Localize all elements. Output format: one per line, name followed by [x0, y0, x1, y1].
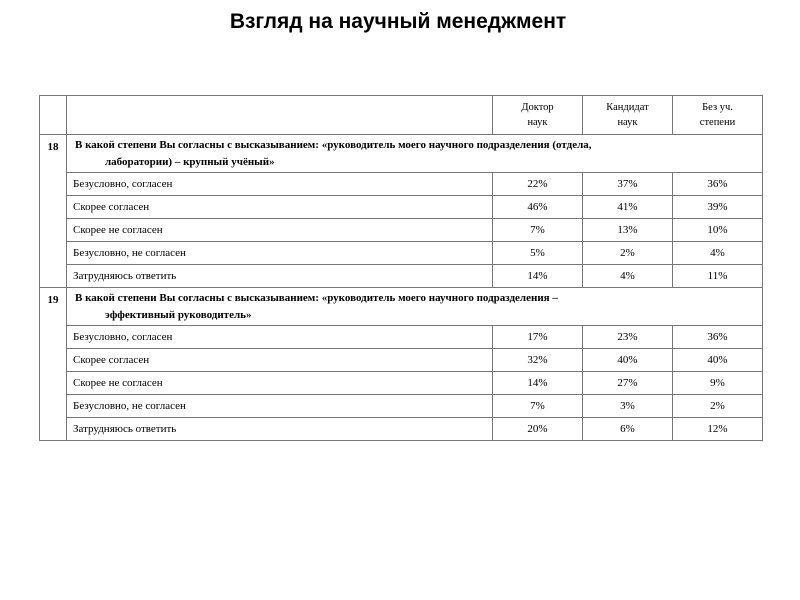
value-candidate: 27% [583, 372, 673, 395]
question-row [40, 135, 763, 173]
header-doctor-line2: наук [527, 117, 548, 128]
value-candidate: 40% [583, 349, 673, 372]
value-no-degree: 36% [673, 326, 763, 349]
table-row [40, 219, 763, 242]
answer-label: Затрудняюсь ответить [67, 265, 493, 288]
table-row [40, 395, 763, 418]
question-text-line1: В какой степени Вы согласны с высказыванием: «руководитель моего научного подразделения (отдела, [75, 139, 592, 151]
table-row [40, 349, 763, 372]
question-row [40, 288, 763, 326]
question-number: 18 [40, 135, 67, 288]
value-candidate: 37% [583, 173, 673, 196]
value-no-degree: 11% [673, 265, 763, 288]
header-candidate-line1: Кандидат [606, 102, 649, 113]
answer-label: Безусловно, не согласен [67, 395, 493, 418]
header-doctor [493, 96, 583, 135]
header-no-degree-line2: степени [699, 117, 736, 128]
value-no-degree: 36% [673, 173, 763, 196]
answer-label: Скорее не согласен [67, 372, 493, 395]
value-doctor: 32% [493, 349, 583, 372]
question-text-line1: В какой степени Вы согласны с высказыванием: «руководитель моего научного подразделения – [75, 292, 558, 304]
question-text-line2: эффективный руководитель» [105, 309, 252, 321]
survey-table [39, 95, 763, 441]
table-row [40, 326, 763, 349]
value-doctor: 7% [493, 219, 583, 242]
answer-label: Скорее согласен [67, 196, 493, 219]
table-row [40, 418, 763, 441]
header-empty-num [40, 96, 67, 135]
value-candidate: 13% [583, 219, 673, 242]
value-no-degree: 40% [673, 349, 763, 372]
value-doctor: 14% [493, 372, 583, 395]
page-title-text: Взгляд на научный менеджмент [229, 10, 567, 33]
answer-label: Безусловно, согласен [67, 326, 493, 349]
value-no-degree: 39% [673, 196, 763, 219]
header-no-degree-line1: Без уч. [702, 102, 733, 113]
value-doctor: 5% [493, 242, 583, 265]
answer-label: Скорее не согласен [67, 219, 493, 242]
answer-label: Скорее согласен [67, 349, 493, 372]
value-candidate: 4% [583, 265, 673, 288]
value-doctor: 20% [493, 418, 583, 441]
header-doctor-line1: Доктор [521, 102, 554, 113]
value-no-degree: 12% [673, 418, 763, 441]
value-candidate: 41% [583, 196, 673, 219]
value-candidate: 6% [583, 418, 673, 441]
table-row [40, 242, 763, 265]
header-candidate-line2: наук [617, 117, 638, 128]
table-row [40, 265, 763, 288]
value-candidate: 2% [583, 242, 673, 265]
value-no-degree: 10% [673, 219, 763, 242]
value-doctor: 17% [493, 326, 583, 349]
question-text [67, 288, 763, 326]
table-row [40, 173, 763, 196]
answer-label: Безусловно, не согласен [67, 242, 493, 265]
question-text [67, 135, 763, 173]
value-doctor: 14% [493, 265, 583, 288]
value-candidate: 3% [583, 395, 673, 418]
value-candidate: 23% [583, 326, 673, 349]
header-empty-label [67, 96, 493, 135]
value-doctor: 22% [493, 173, 583, 196]
header-no-degree [673, 96, 763, 135]
value-no-degree: 2% [673, 395, 763, 418]
table-row [40, 196, 763, 219]
value-doctor: 7% [493, 395, 583, 418]
table-header-row [40, 96, 763, 135]
header-candidate [583, 96, 673, 135]
question-number: 19 [40, 288, 67, 441]
answer-label: Безусловно, согласен [67, 173, 493, 196]
answer-label: Затрудняюсь ответить [67, 418, 493, 441]
value-no-degree: 4% [673, 242, 763, 265]
value-no-degree: 9% [673, 372, 763, 395]
page-title [0, 10, 800, 34]
question-text-line2: лаборатории) – крупный учёный» [105, 156, 275, 168]
value-doctor: 46% [493, 196, 583, 219]
table-row [40, 372, 763, 395]
